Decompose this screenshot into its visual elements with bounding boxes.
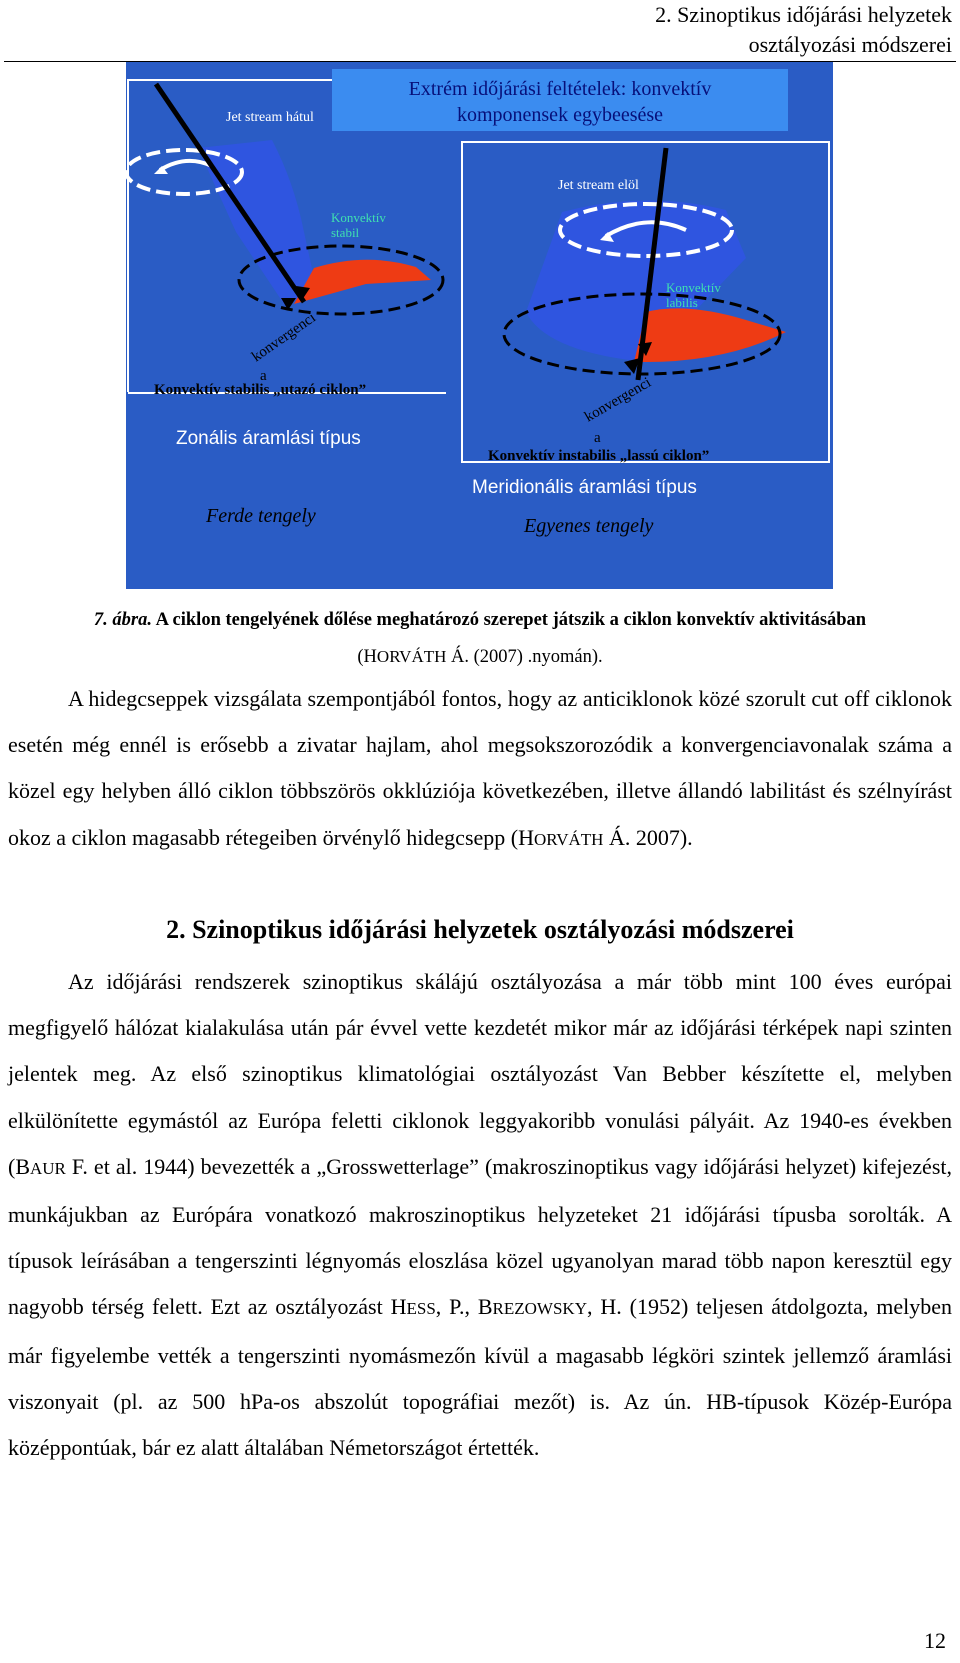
paragraph-1-body: A hidegcseppek vizsgálata szempontjából fontos, hogy az anticiklonok közé szorult cut off ciklonok esetén még ennél is erősebb a zivatar hajlam, ahol megsokszorozódik a konvergenciavonalak száma a közel egy helyben álló ciklon többszörös okklúziója következében, illetve állandó labilitást és szélnyírást okoz a ciklon magasabb rétegeiben örvénylő hidegcsepp (H [8,686,952,850]
paragraph-2-part4: , H. (1952) teljesen átdolgozta, melyben már figyelembe vették a tengerszinti nyomásmezőn kívül a magasabb légköri szintek jellemző áramlási viszonyait (pl. az 500 hPa-os abszolút topográfiai mezőt) is. Az ún. HB-típusok Közép-Európa középpontúak, bár ez alatt általában Németországot értették. [8,1294,952,1461]
left-jet-label: Jet stream hátul [226,110,314,125]
right-axis-label: Egyenes tengely [524,515,654,537]
paragraph-2-part2: F. et al. 1944) bevezették a „Grosswetterlage” (makroszinoptikus vagy időjárási helyzet) kifejezést, munkájukban az Európára vonatkozó makroszinoptikus helyzeteket 21 időjárási típusba sorolták. A típusok leírásában a tengerszinti légnyomás eloszlása közel ugyanolyan marad több napon keresztül egy nagyobb térség felett. Ezt az osztályozást H [8,1153,952,1320]
left-konvergencia-label-2: a [260,368,267,384]
paragraph-2-author-hess: ESS [406,1299,436,1319]
left-konvergencia-label-1: konvergenci [249,309,319,366]
caption-text: A ciklon tengelyének dőlése meghatározó szerepet játszik a ciklon konvektív aktivitásában [151,610,867,630]
right-type-label: Konvektív instabilis „lassú ciklon” [488,448,710,464]
page-number: 12 [924,1628,946,1653]
cyclone-axis-figure [126,62,833,589]
figure-caption [0,608,960,632]
paragraph-2-part1: Az időjárási rendszerek szinoptikus skálájú osztályozása a már több mint 100 éves európai megfigyelő hálózat kialakulása után pár évvel vette kezdetét mikor már az időjárási térképek napi szinten jelentek meg. Az első szinoptikus klimatológiai osztályozást Van Bebber készítette el, melyben elkülönítette egymástól az Európa feletti ciklonok leggyakoribb vonulási pályáit. Az 1940-es években (B [8,969,952,1179]
paragraph-2-author-baur: AUR [30,1158,66,1178]
paragraph-2-author-brezowsky: REZOWSKY [492,1299,587,1319]
caption-source-close: Á. (2007) .nyomán). [446,647,603,667]
right-konvergencia-label-2: a [594,430,601,446]
section-heading: 2. Szinoptikus időjárási helyzetek osztályozási módszerei [166,915,794,944]
paragraph-2-part3: , P., B [435,1294,493,1320]
running-header [655,0,952,60]
right-jet-label: Jet stream elöl [558,178,639,193]
left-cloud-body [198,140,316,307]
right-konvergencia-label-1: konvergenci [582,374,654,426]
figure-number: 7. ábra. [93,610,152,630]
right-konvektiv-label-2: labilis [666,295,698,310]
figure-title-line1: Extrém időjárási feltételek: konvektív [408,78,712,100]
figure-caption-source [0,645,960,669]
paragraph-2 [8,959,952,1471]
left-type-label: Konvektív stabilis „utazó ciklon” [154,382,367,398]
running-header-line1: 2. Szinoptikus időjárási helyzetek [655,2,952,27]
right-konvektiv-label-1: Konvektív [666,280,721,295]
figure-illustration [126,62,833,589]
right-flow-label: Meridionális áramlási típus [472,477,697,498]
running-header-line2: osztályozási módszerei [748,32,952,57]
paragraph-1 [8,676,952,863]
left-warm-sector [294,260,431,304]
left-konvektiv-label-2: stabil [331,225,360,240]
paragraph-1-text [8,676,952,863]
left-rotation-arrow [160,161,212,170]
paragraph-1-end: Á. 2007). [603,824,693,850]
left-flow-label: Zonális áramlási típus [176,428,361,449]
paragraph-2-text [8,959,952,1471]
left-axis-label: Ferde tengely [206,505,316,527]
caption-source-author: ORVÁTH [376,647,447,666]
figure-title-line2: komponensek egybeesése [456,104,664,126]
caption-source-open: (H [357,647,377,667]
paragraph-1-author: ORVÁTH [533,829,604,849]
left-konvektiv-label-1: Konvektív [331,210,386,225]
